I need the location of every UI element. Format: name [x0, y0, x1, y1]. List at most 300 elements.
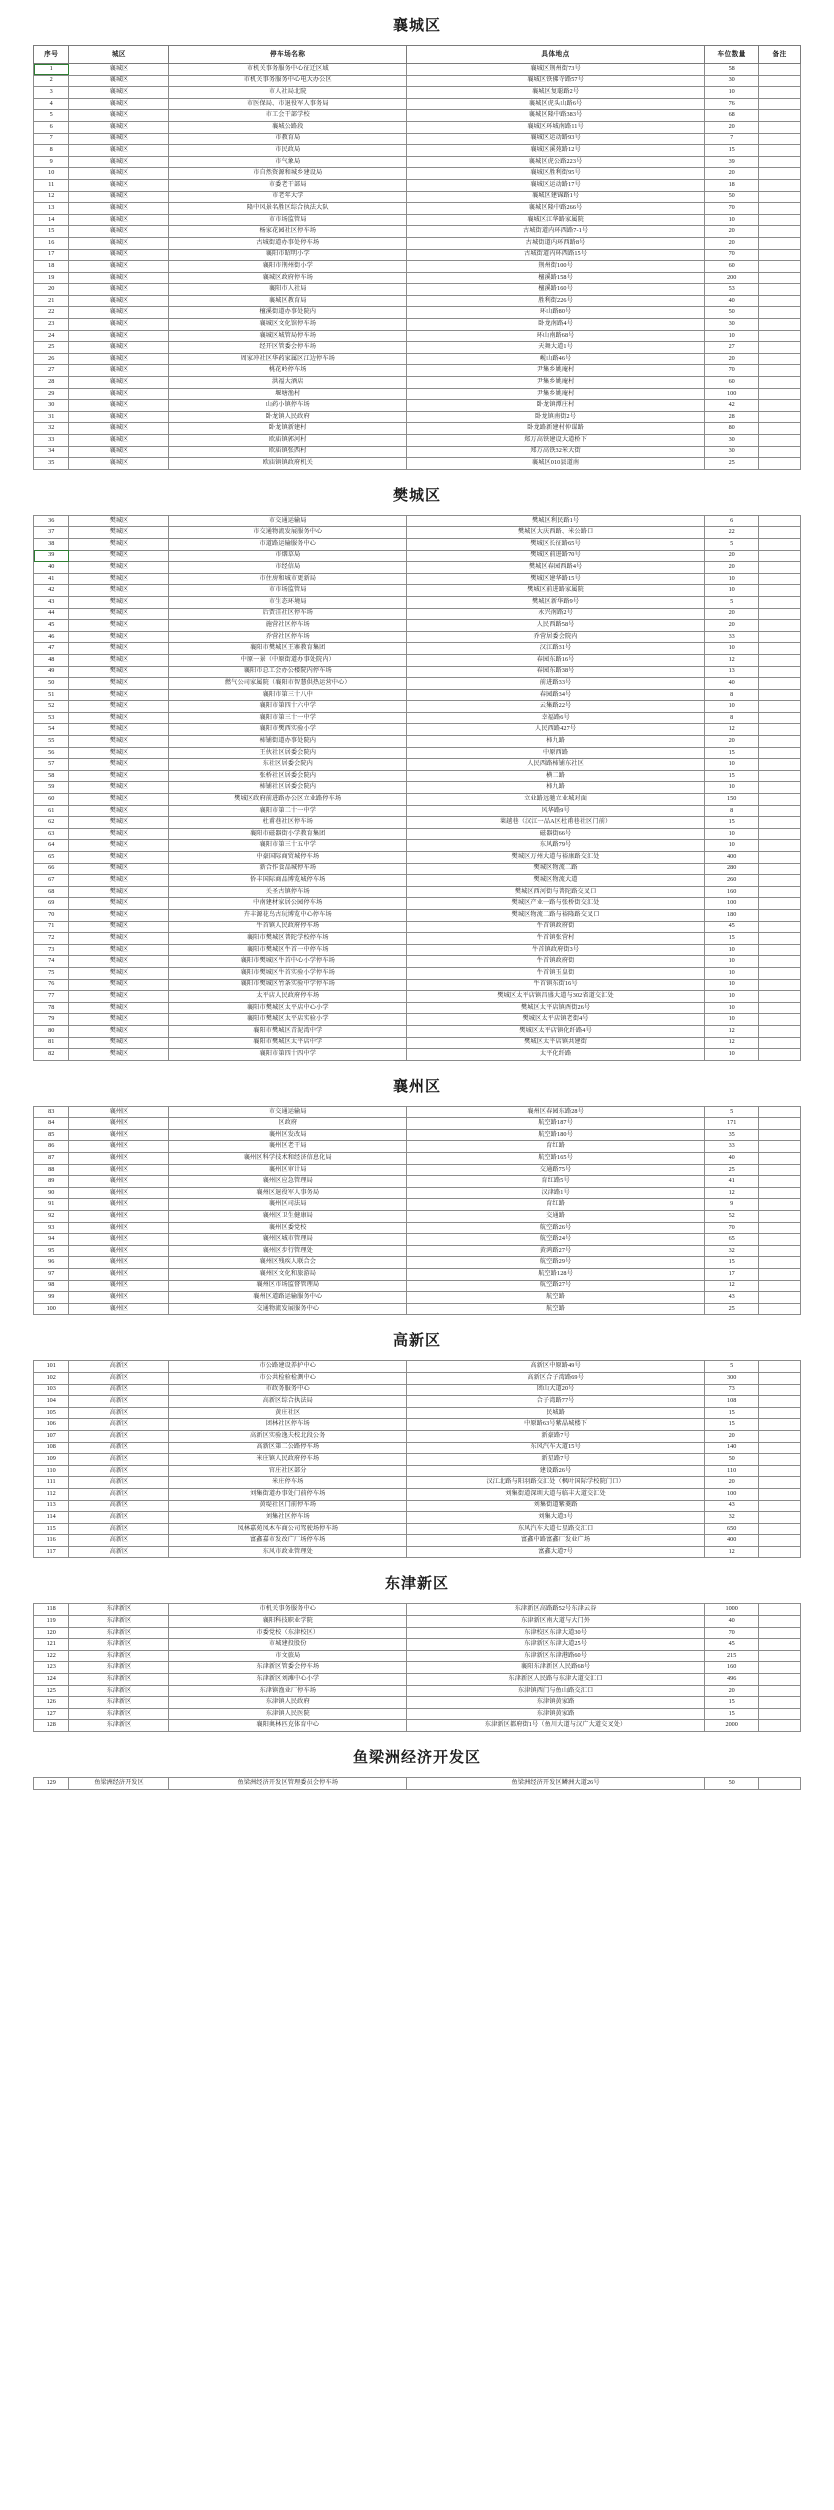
table-row[interactable] — [34, 75, 801, 87]
cell-capacity: 10 — [705, 214, 759, 226]
table-row[interactable] — [34, 1708, 801, 1720]
cell-name: 高新区综合执法局 — [169, 1396, 407, 1408]
table-row[interactable] — [34, 828, 801, 840]
cell-capacity: 200 — [705, 272, 759, 284]
cell-name: 襄阳科技职业学院 — [169, 1616, 407, 1628]
cell-remark — [759, 1049, 801, 1061]
cell-district: 襄城区 — [69, 284, 169, 296]
cell-remark — [759, 1222, 801, 1234]
table-row[interactable] — [34, 145, 801, 157]
cell-capacity: 32 — [705, 1512, 759, 1524]
table-row[interactable] — [34, 608, 801, 620]
cell-remark — [759, 678, 801, 690]
cell-name: 襄阳市第四十六中学 — [169, 701, 407, 713]
cell-remark — [759, 1269, 801, 1281]
table-row[interactable] — [34, 596, 801, 608]
cell-district: 高新区 — [69, 1523, 169, 1535]
table-row[interactable] — [34, 1118, 801, 1130]
cell-remark — [759, 1257, 801, 1269]
table-row[interactable] — [34, 1129, 801, 1141]
cell-no: 25 — [34, 342, 69, 354]
cell-name: 市市场监管局 — [169, 585, 407, 597]
cell-name: 襄州区委党校 — [169, 1222, 407, 1234]
cell-remark — [759, 1708, 801, 1720]
table-row[interactable] — [34, 1720, 801, 1732]
cell-district: 高新区 — [69, 1372, 169, 1384]
table-row[interactable] — [34, 342, 801, 354]
cell-capacity: 110 — [705, 1465, 759, 1477]
cell-capacity: 2000 — [705, 1720, 759, 1732]
cell-no: 60 — [34, 794, 69, 806]
cell-no: 38 — [34, 538, 69, 550]
cell-district: 高新区 — [69, 1407, 169, 1419]
table-wrapper — [0, 1106, 834, 1316]
cell-address: 襄城区荆州街73号 — [407, 64, 705, 76]
cell-remark — [759, 1025, 801, 1037]
table-row[interactable] — [34, 226, 801, 238]
cell-no: 77 — [34, 991, 69, 1003]
table-row[interactable] — [34, 121, 801, 133]
table-row[interactable] — [34, 179, 801, 191]
table-row[interactable] — [34, 1650, 801, 1662]
table-row[interactable] — [34, 365, 801, 377]
cell-no: 78 — [34, 1002, 69, 1014]
cell-no: 34 — [34, 446, 69, 458]
cell-capacity: 12 — [705, 724, 759, 736]
cell-district: 鱼梁洲经济开发区 — [69, 1778, 169, 1790]
table-row[interactable] — [34, 782, 801, 794]
table-row[interactable] — [34, 747, 801, 759]
cell-remark — [759, 121, 801, 133]
cell-address: 牛首镇政府街3号 — [407, 944, 705, 956]
table-row[interactable] — [34, 631, 801, 643]
table-row[interactable] — [34, 1141, 801, 1153]
table-row[interactable] — [34, 759, 801, 771]
table-row[interactable] — [34, 307, 801, 319]
table-row[interactable] — [34, 1372, 801, 1384]
cell-no: 24 — [34, 330, 69, 342]
cell-remark — [759, 1523, 801, 1535]
cell-address: 环山南路68号 — [407, 330, 705, 342]
table-row[interactable] — [34, 388, 801, 400]
cell-no: 56 — [34, 747, 69, 759]
cell-capacity: 10 — [705, 979, 759, 991]
cell-address: 襄城区隆中路383号 — [407, 110, 705, 122]
cell-district: 襄州区 — [69, 1199, 169, 1211]
cell-district: 襄城区 — [69, 237, 169, 249]
cell-no: 43 — [34, 596, 69, 608]
cell-capacity: 400 — [705, 1535, 759, 1547]
cell-capacity: 5 — [705, 1106, 759, 1118]
cell-name: 市文旅局 — [169, 1650, 407, 1662]
cell-capacity: 15 — [705, 1708, 759, 1720]
table-row[interactable] — [34, 156, 801, 168]
cell-remark — [759, 933, 801, 945]
cell-capacity: 18 — [705, 179, 759, 191]
cell-name: 卧龙镇人民政府 — [169, 411, 407, 423]
cell-address: 航空路29号 — [407, 1257, 705, 1269]
table-row[interactable] — [34, 1419, 801, 1431]
cell-capacity: 25 — [705, 458, 759, 470]
table-row[interactable] — [34, 1778, 801, 1790]
cell-address: 航空路165号 — [407, 1153, 705, 1165]
cell-no: 124 — [34, 1674, 69, 1686]
table-row[interactable] — [34, 133, 801, 145]
cell-district: 高新区 — [69, 1430, 169, 1442]
cell-district: 樊城区 — [69, 654, 169, 666]
table-row[interactable] — [34, 1454, 801, 1466]
table-row[interactable] — [34, 400, 801, 412]
cell-no: 42 — [34, 585, 69, 597]
cell-remark — [759, 168, 801, 180]
table-row[interactable] — [34, 724, 801, 736]
cell-remark — [759, 145, 801, 157]
table-row[interactable] — [34, 1662, 801, 1674]
table-row[interactable] — [34, 1280, 801, 1292]
cell-capacity: 650 — [705, 1523, 759, 1535]
table-row[interactable] — [34, 1685, 801, 1697]
table-row[interactable] — [34, 1442, 801, 1454]
parking-table — [33, 45, 801, 470]
cell-no: 86 — [34, 1141, 69, 1153]
table-row[interactable] — [34, 736, 801, 748]
table-row[interactable] — [34, 1697, 801, 1709]
cell-no: 35 — [34, 458, 69, 470]
cell-remark — [759, 794, 801, 806]
table-row[interactable] — [34, 805, 801, 817]
table-row[interactable] — [34, 1257, 801, 1269]
cell-capacity: 65 — [705, 1234, 759, 1246]
cell-no: 39 — [34, 550, 69, 562]
cell-remark — [759, 388, 801, 400]
cell-district: 樊城区 — [69, 770, 169, 782]
cell-remark — [759, 817, 801, 829]
cell-no: 46 — [34, 631, 69, 643]
cell-remark — [759, 840, 801, 852]
table-row[interactable] — [34, 237, 801, 249]
cell-district: 樊城区 — [69, 712, 169, 724]
table-row[interactable] — [34, 1500, 801, 1512]
cell-no: 92 — [34, 1211, 69, 1223]
table-row[interactable] — [34, 701, 801, 713]
cell-district: 襄州区 — [69, 1211, 169, 1223]
table-row[interactable] — [34, 840, 801, 852]
table-row[interactable] — [34, 620, 801, 632]
cell-remark — [759, 1697, 801, 1709]
table-row[interactable] — [34, 203, 801, 215]
table-row[interactable] — [34, 863, 801, 875]
table-row[interactable] — [34, 1234, 801, 1246]
table-row[interactable] — [34, 319, 801, 331]
cell-name: 后贾洼社区停车场 — [169, 608, 407, 620]
cell-remark — [759, 98, 801, 110]
table-row[interactable] — [34, 446, 801, 458]
cell-no: 28 — [34, 377, 69, 389]
cell-district: 襄州区 — [69, 1141, 169, 1153]
cell-remark — [759, 1650, 801, 1662]
table-row[interactable] — [34, 435, 801, 447]
cell-no: 75 — [34, 967, 69, 979]
table-row[interactable] — [34, 991, 801, 1003]
table-row[interactable] — [34, 921, 801, 933]
table-row[interactable] — [34, 933, 801, 945]
table-row[interactable] — [34, 214, 801, 226]
cell-name: 襄阳市樊城区牛首一中停车场 — [169, 944, 407, 956]
table-wrapper — [0, 1360, 834, 1558]
cell-remark — [759, 295, 801, 307]
table-row[interactable] — [34, 1002, 801, 1014]
table-row[interactable] — [34, 527, 801, 539]
cell-address: 樊城区太平店镇昌盛大道与302省道交汇处 — [407, 991, 705, 1003]
cell-address: 檀溪路160号 — [407, 284, 705, 296]
cell-address: 汉江路31号 — [407, 643, 705, 655]
cell-capacity: 76 — [705, 98, 759, 110]
table-row[interactable] — [34, 1384, 801, 1396]
cell-address: 卧龙路新建村仲谋路 — [407, 423, 705, 435]
district-section — [0, 1732, 834, 1790]
cell-district: 高新区 — [69, 1535, 169, 1547]
table-row[interactable] — [34, 98, 801, 110]
table-row[interactable] — [34, 1407, 801, 1419]
cell-capacity: 100 — [705, 388, 759, 400]
table-row[interactable] — [34, 562, 801, 574]
table-row[interactable] — [34, 666, 801, 678]
cell-remark — [759, 203, 801, 215]
cell-remark — [759, 1500, 801, 1512]
table-row[interactable] — [34, 411, 801, 423]
cell-address: 东津新区东津港路60号 — [407, 1650, 705, 1662]
cell-district: 东津新区 — [69, 1650, 169, 1662]
cell-remark — [759, 1303, 801, 1315]
cell-remark — [759, 805, 801, 817]
table-row[interactable] — [34, 967, 801, 979]
cell-district: 襄州区 — [69, 1176, 169, 1188]
table-row[interactable] — [34, 1199, 801, 1211]
cell-address: 团山大道20号 — [407, 1384, 705, 1396]
table-row[interactable] — [34, 1025, 801, 1037]
table-row[interactable] — [34, 1245, 801, 1257]
cell-address: 古城街道内环西路8号 — [407, 237, 705, 249]
table-row[interactable] — [34, 1269, 801, 1281]
table-row[interactable] — [34, 538, 801, 550]
table-row[interactable] — [34, 87, 801, 99]
cell-remark — [759, 782, 801, 794]
cell-capacity: 40 — [705, 1153, 759, 1165]
table-row[interactable] — [34, 794, 801, 806]
cell-no: 49 — [34, 666, 69, 678]
cell-district: 高新区 — [69, 1512, 169, 1524]
table-row[interactable] — [34, 330, 801, 342]
table-row[interactable] — [34, 295, 801, 307]
cell-address: 胜利街226号 — [407, 295, 705, 307]
table-row[interactable] — [34, 1164, 801, 1176]
cell-name: 东津新区管委会停车场 — [169, 1662, 407, 1674]
table-row[interactable] — [34, 956, 801, 968]
cell-no: 30 — [34, 400, 69, 412]
table-row[interactable] — [34, 1430, 801, 1442]
cell-no: 40 — [34, 562, 69, 574]
table-row[interactable] — [34, 1616, 801, 1628]
cell-capacity: 15 — [705, 1419, 759, 1431]
table-row[interactable] — [34, 1465, 801, 1477]
cell-name: 襄阳市第三十一中学 — [169, 712, 407, 724]
cell-remark — [759, 307, 801, 319]
table-row[interactable] — [34, 817, 801, 829]
cell-capacity: 10 — [705, 1014, 759, 1026]
table-row[interactable] — [34, 1523, 801, 1535]
table-row[interactable] — [34, 1037, 801, 1049]
table-row[interactable] — [34, 1014, 801, 1026]
cell-name: 太平店人民政府停车场 — [169, 991, 407, 1003]
cell-district: 东津新区 — [69, 1604, 169, 1616]
cell-name: 富鑫嘉市发改广厂场停车场 — [169, 1535, 407, 1547]
table-row[interactable] — [34, 353, 801, 365]
table-row[interactable] — [34, 886, 801, 898]
table-row[interactable] — [34, 573, 801, 585]
table-row[interactable] — [34, 515, 801, 527]
cell-remark — [759, 214, 801, 226]
cell-address: 莱越巷（汉江一品A区杜甫巷社区门前） — [407, 817, 705, 829]
table-row[interactable] — [34, 944, 801, 956]
table-row[interactable] — [34, 770, 801, 782]
table-row[interactable] — [34, 585, 801, 597]
cell-address: 刘集街道紫菱路 — [407, 1500, 705, 1512]
cell-district: 襄州区 — [69, 1187, 169, 1199]
cell-address: 樊城区新华路9号 — [407, 596, 705, 608]
cell-capacity: 10 — [705, 1049, 759, 1061]
table-row[interactable] — [34, 272, 801, 284]
cell-address: 人民西路柿铺东社区 — [407, 759, 705, 771]
table-row[interactable] — [34, 458, 801, 470]
cell-no: 7 — [34, 133, 69, 145]
cell-name: 东风市政业管理处 — [169, 1546, 407, 1558]
cell-remark — [759, 400, 801, 412]
cell-address: 春园东路38号 — [407, 666, 705, 678]
table-row[interactable] — [34, 377, 801, 389]
table-row[interactable] — [34, 1176, 801, 1188]
cell-no: 122 — [34, 1650, 69, 1662]
cell-name: 周家冲社区华药家属区江边停车场 — [169, 353, 407, 365]
cell-capacity: 52 — [705, 1211, 759, 1223]
cell-capacity: 8 — [705, 712, 759, 724]
table-row[interactable] — [34, 550, 801, 562]
table-row[interactable] — [34, 979, 801, 991]
cell-no: 23 — [34, 319, 69, 331]
table-row[interactable] — [34, 712, 801, 724]
table-row[interactable] — [34, 1546, 801, 1558]
cell-capacity: 15 — [705, 933, 759, 945]
table-row[interactable] — [34, 284, 801, 296]
cell-capacity: 10 — [705, 1002, 759, 1014]
cell-name: 檀溪街道办事处院内 — [169, 307, 407, 319]
table-row[interactable] — [34, 1512, 801, 1524]
cell-remark — [759, 875, 801, 887]
table-row[interactable] — [34, 423, 801, 435]
table-row[interactable] — [34, 1153, 801, 1165]
table-row[interactable] — [34, 1292, 801, 1304]
cell-district: 襄城区 — [69, 203, 169, 215]
cell-name: 张桥社区居委会院内 — [169, 770, 407, 782]
cell-address: 育红路5号 — [407, 1176, 705, 1188]
cell-address: 襄城区虎头山路6号 — [407, 98, 705, 110]
cell-address: 卧龙南路4号 — [407, 319, 705, 331]
table-row[interactable] — [34, 249, 801, 261]
cell-capacity: 20 — [705, 121, 759, 133]
table-row[interactable] — [34, 110, 801, 122]
table-row[interactable] — [34, 643, 801, 655]
cell-remark — [759, 1292, 801, 1304]
cell-capacity: 10 — [705, 701, 759, 713]
cell-remark — [759, 562, 801, 574]
cell-capacity: 53 — [705, 284, 759, 296]
table-row[interactable] — [34, 1477, 801, 1489]
cell-name: 欧庙镇张西村 — [169, 446, 407, 458]
table-row[interactable] — [34, 1627, 801, 1639]
cell-name: 市教育局 — [169, 133, 407, 145]
cell-district: 襄城区 — [69, 145, 169, 157]
table-row[interactable] — [34, 191, 801, 203]
cell-no: 11 — [34, 179, 69, 191]
table-row[interactable] — [34, 852, 801, 864]
cell-name: 襄阳市樊城区王寨教育集团 — [169, 643, 407, 655]
cell-name: 施营社区停车场 — [169, 620, 407, 632]
cell-district: 襄州区 — [69, 1269, 169, 1281]
table-row[interactable] — [34, 1106, 801, 1118]
cell-name: 柿铺社区居委会院内 — [169, 782, 407, 794]
cell-name: 襄阳奥林匹克体育中心 — [169, 1720, 407, 1732]
cell-no: 20 — [34, 284, 69, 296]
table-row[interactable] — [34, 1303, 801, 1315]
cell-no: 123 — [34, 1662, 69, 1674]
cell-remark — [759, 423, 801, 435]
table-row[interactable] — [34, 64, 801, 76]
table-row[interactable] — [34, 898, 801, 910]
table-row[interactable] — [34, 1361, 801, 1373]
table-row[interactable] — [34, 168, 801, 180]
table-wrapper — [0, 1603, 834, 1732]
cell-no: 84 — [34, 1118, 69, 1130]
cell-address: 东津校区东津大道30号 — [407, 1627, 705, 1639]
cell-name: 襄州区市场监督管理局 — [169, 1280, 407, 1292]
table-row[interactable] — [34, 1222, 801, 1234]
cell-district: 襄城区 — [69, 330, 169, 342]
table-row[interactable] — [34, 678, 801, 690]
cell-name: 襄州区残疾人联合会 — [169, 1257, 407, 1269]
table-row[interactable] — [34, 1396, 801, 1408]
cell-district: 樊城区 — [69, 875, 169, 887]
cell-name: 刘集街道办事处门前停车场 — [169, 1488, 407, 1500]
table-row[interactable] — [34, 1187, 801, 1199]
table-row[interactable] — [34, 1488, 801, 1500]
cell-remark — [759, 226, 801, 238]
cell-remark — [759, 550, 801, 562]
cell-capacity: 32 — [705, 1245, 759, 1257]
table-row[interactable] — [34, 1604, 801, 1616]
table-row[interactable] — [34, 1535, 801, 1547]
table-row[interactable] — [34, 1049, 801, 1061]
table-row[interactable] — [34, 689, 801, 701]
table-row[interactable] — [34, 261, 801, 273]
table-row[interactable] — [34, 875, 801, 887]
cell-district: 樊城区 — [69, 643, 169, 655]
table-row[interactable] — [34, 1674, 801, 1686]
cell-no: 90 — [34, 1187, 69, 1199]
cell-no: 55 — [34, 736, 69, 748]
table-row[interactable] — [34, 654, 801, 666]
table-row[interactable] — [34, 909, 801, 921]
table-row[interactable] — [34, 1639, 801, 1651]
table-row[interactable] — [34, 1211, 801, 1223]
